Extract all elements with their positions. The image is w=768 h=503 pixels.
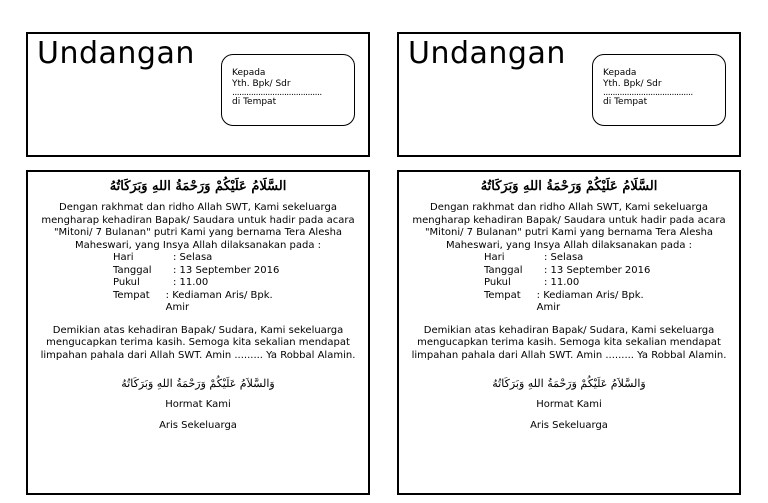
detail-value: : 13 September 2016	[544, 264, 651, 276]
detail-row-tanggal	[113, 265, 283, 278]
closing-line: limpahan pahala dari Allah SWT. Amin ......... Ya Robbal Alamin.	[411, 349, 727, 361]
intro-paragraph	[403, 202, 735, 252]
invitation-card-left	[26, 170, 370, 495]
detail-row-pukul	[484, 277, 654, 290]
intro-line: "Mitoni/ 7 Bulanan" putri Kami yang bernama Tera Alesha	[53, 227, 343, 238]
detail-value: : 13 September 2016	[173, 264, 280, 276]
envelope-card-right	[397, 32, 741, 157]
detail-value: : 11.00	[544, 277, 580, 288]
event-details	[113, 252, 283, 315]
intro-paragraph	[32, 202, 364, 252]
address-di-tempat: di Tempat	[603, 97, 648, 107]
address-kepada: Kepada	[232, 68, 266, 78]
detail-value: : Selasa	[544, 252, 584, 263]
detail-label: Hari	[113, 252, 134, 263]
invitation-card-right	[397, 170, 741, 495]
closing-line: Demikian atas kehadiran Bapak/ Sudara, Kami sekeluarga	[52, 324, 344, 336]
address-yth: Yth. Bpk/ Sdr	[603, 79, 662, 89]
detail-label: Pukul	[484, 277, 511, 288]
detail-label: Tempat	[113, 289, 150, 301]
salam-closing: وَالسَّلاَمُ عَلَيْكُمْ وَرَحْمَةُ اللهِ وَبَرَكَاتُهُ	[492, 377, 646, 390]
detail-label: Tempat	[484, 289, 521, 301]
hormat-kami: Hormat Kami	[536, 399, 602, 410]
detail-row-tempat	[484, 290, 654, 315]
salam-opening: السَّلَامُ عَلَيْكُمْ وَرَحْمَةُ اللهِ وَبَرَكَاتُهُ	[480, 179, 658, 194]
intro-line: Maheswari, yang Insya Allah dilaksanakan pada :	[445, 239, 693, 251]
detail-row-tempat	[113, 290, 283, 315]
address-kepada: Kepada	[603, 68, 637, 78]
intro-line: Dengan rakhmat dan ridho Allah SWT, Kami sekeluarga	[430, 202, 708, 213]
address-box	[592, 54, 726, 126]
closing-line: mengucapkan terima kasih. Semoga kita sekalian mendapat	[46, 337, 350, 348]
address-dots: ......................................	[232, 90, 322, 97]
detail-value: : Selasa	[173, 252, 213, 263]
closing-line: mengucapkan terima kasih. Semoga kita sekalian mendapat	[417, 337, 721, 348]
closing-line: Demikian atas kehadiran Bapak/ Sudara, Kami sekeluarga	[423, 324, 715, 336]
signature: Aris Sekeluarga	[159, 420, 237, 431]
intro-line: Dengan rakhmat dan ridho Allah SWT, Kami sekeluarga	[59, 202, 337, 213]
intro-line: Maheswari, yang Insya Allah dilaksanakan pada :	[74, 239, 322, 251]
detail-row-hari	[484, 252, 654, 265]
detail-label: Pukul	[113, 277, 140, 288]
hormat-kami: Hormat Kami	[165, 399, 231, 410]
detail-label: Tanggal	[484, 264, 523, 276]
address-box	[221, 54, 355, 126]
salam-opening: السَّلَامُ عَلَيْكُمْ وَرَحْمَةُ اللهِ وَبَرَكَاتُهُ	[109, 179, 287, 194]
address-dots: ......................................	[603, 90, 693, 97]
envelope-card-left	[26, 32, 370, 157]
envelope-title: Undangan	[37, 36, 195, 71]
closing-line: limpahan pahala dari Allah SWT. Amin ......... Ya Robbal Alamin.	[40, 349, 356, 361]
detail-value: : Kediaman Aris/ Bpk. Amir	[536, 289, 644, 313]
detail-label: Tanggal	[113, 264, 152, 276]
address-di-tempat: di Tempat	[232, 97, 277, 107]
detail-value: : Kediaman Aris/ Bpk. Amir	[165, 289, 273, 313]
intro-line: mengharap kehadiran Bapak/ Saudara untuk hadir pada acara	[412, 214, 726, 226]
intro-line: "Mitoni/ 7 Bulanan" putri Kami yang bernama Tera Alesha	[424, 227, 714, 238]
detail-row-hari	[113, 252, 283, 265]
salam-closing: وَالسَّلاَمُ عَلَيْكُمْ وَرَحْمَةُ اللهِ وَبَرَكَاتُهُ	[121, 377, 275, 390]
closing-paragraph	[28, 325, 368, 363]
address-yth: Yth. Bpk/ Sdr	[232, 79, 291, 89]
closing-paragraph	[399, 325, 739, 363]
detail-value: : 11.00	[173, 277, 209, 288]
event-details	[484, 252, 654, 315]
detail-label: Hari	[484, 252, 505, 263]
detail-row-tanggal	[484, 265, 654, 278]
detail-row-pukul	[113, 277, 283, 290]
envelope-title: Undangan	[408, 36, 566, 71]
signature: Aris Sekeluarga	[530, 420, 608, 431]
intro-line: mengharap kehadiran Bapak/ Saudara untuk hadir pada acara	[41, 214, 355, 226]
